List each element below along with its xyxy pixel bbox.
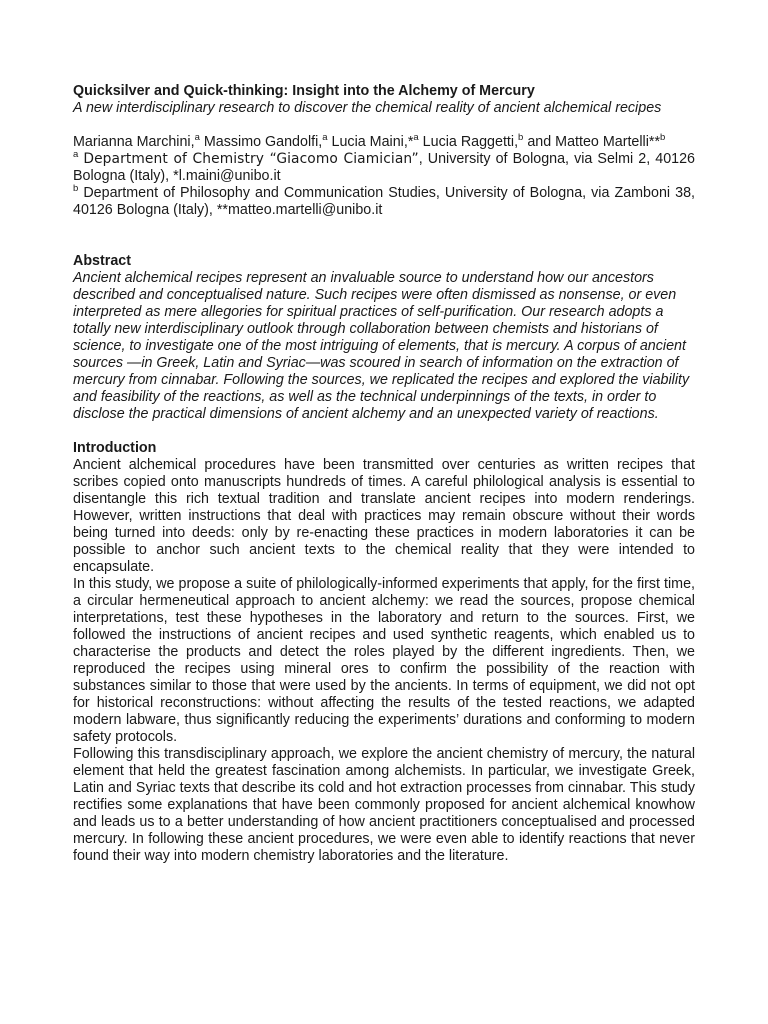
author-list: Marianna Marchini,$^a$ Massimo Gandolfi,$^a$ Lucia Maini,*$^a$ Lucia Raggetti,$^b$ and Matteo Martelli**$^b$: [73, 132, 666, 150]
author-affiliation-marker: b: [660, 132, 666, 144]
abstract-heading: Abstract: [73, 253, 131, 269]
introduction-paragraph: Following this transdisciplinary approach, we explore the ancient chemistry of mercury, the natural element that held the greatest fascination among alchemists. In particular, we investigate Greek, Latin and Syriac texts that describe its cold and hot extraction processes from cinnabar. This study rectifies some explanations that have been commonly proposed for ancient alchemical knowhow and leads us to a better understanding of how ancient practitioners conceptualised and processed mercury. In following these ancient procedures, we were even able to identify reactions that never found their way into modern chemistry laboratories and the literature.: [73, 746, 695, 864]
introduction-paragraph: Ancient alchemical procedures have been transmitted over centuries as written recipes that scribes copied onto manuscripts hundreds of times. A careful philological analysis is essential to disentangle this rich textual tradition and translate ancient recipes into modern renderings. However, written instructions that deal with practices may remain obscure without their words being turned into deeds: only by re-enacting these practices in modern laboratories it can be possible to anchor such ancient texts to the chemical reality that they were intended to encapsulate.: [73, 457, 695, 575]
author-affiliation-marker: a: [194, 132, 200, 144]
affiliation-address: , University of Bologna, via Selmi 2, 40126 Bologna (Italy), *l.maini@unibo.it: [73, 151, 695, 184]
affiliation-department: Department of Chemistry “Giacomo Ciamician”: [83, 151, 419, 167]
author-name: Massimo Gandolfi,: [203, 134, 323, 150]
author-name: Lucia Maini,*: [331, 134, 414, 150]
paper-subtitle: A new interdisciplinary research to discover the chemical reality of ancient alchemical recipes: [73, 100, 662, 116]
introduction-paragraph: In this study, we propose a suite of philologically-informed experiments that apply, for the first time, a circular hermeneutical approach to ancient alchemy: we read the sources, propose chemical interpretations, test these hypotheses in the laboratory and return to the sources. First, we followed the instructions of ancient recipes and used synthetic reagents, which enabled us to characterise the products and detect the roles played by the different ingredients. Then, we reproduced the recipes using mineral ores to confirm the possibility of the reaction with substances similar to those that were used by the ancients. In terms of equipment, we did not opt for historical reconstructions: without affecting the results of the tested reactions, we adapted modern labware, thus significantly reducing the experiments’ durations and conforming to modern safety protocols.: [73, 576, 695, 745]
affiliation-marker: a: [73, 149, 79, 161]
author-name: Lucia Raggetti,: [422, 134, 519, 150]
author-affiliation-marker: a: [322, 132, 328, 144]
affiliation-marker: b: [73, 183, 79, 195]
introduction-heading: Introduction: [73, 440, 157, 456]
author-name: Marianna Marchini,: [73, 134, 195, 150]
author-affiliation-marker: b: [518, 132, 524, 144]
affiliation-b: [73, 185, 695, 219]
paper-title: Quicksilver and Quick-thinking: Insight into the Alchemy of Mercury: [73, 83, 535, 99]
affiliation-a: [73, 151, 695, 185]
abstract-text: Ancient alchemical recipes represent an invaluable source to understand how our ancestors described and conceptualised nature. Such recipes were often dismissed as nonsense, or even interpreted as mere allegories for spiritual practices of self-purification. Our research adopts a totally new interdisciplinary outlook through collaboration between chemists and historians of science, to investigate one of the most intriguing of elements, that is mercury. A corpus of ancient sources —in Greek, Latin and Syriac—was scoured in search of information on the extraction of mercury from cinnabar. Following the sources, we replicated the recipes and explored the viability and feasibility of the reactions, as well as the technical underpinnings of the texts, in order to disclose the practical dimensions of ancient alchemy and an unexpected variety of reactions.: [73, 270, 690, 422]
author-name: Matteo Martelli**: [555, 134, 661, 150]
affiliation-address: Department of Philosophy and Communication Studies, University of Bologna, via Zamboni 38, 40126 Bologna (Italy), **matteo.martelli@unibo.it: [73, 185, 695, 218]
author-affiliation-marker: a: [413, 132, 419, 144]
